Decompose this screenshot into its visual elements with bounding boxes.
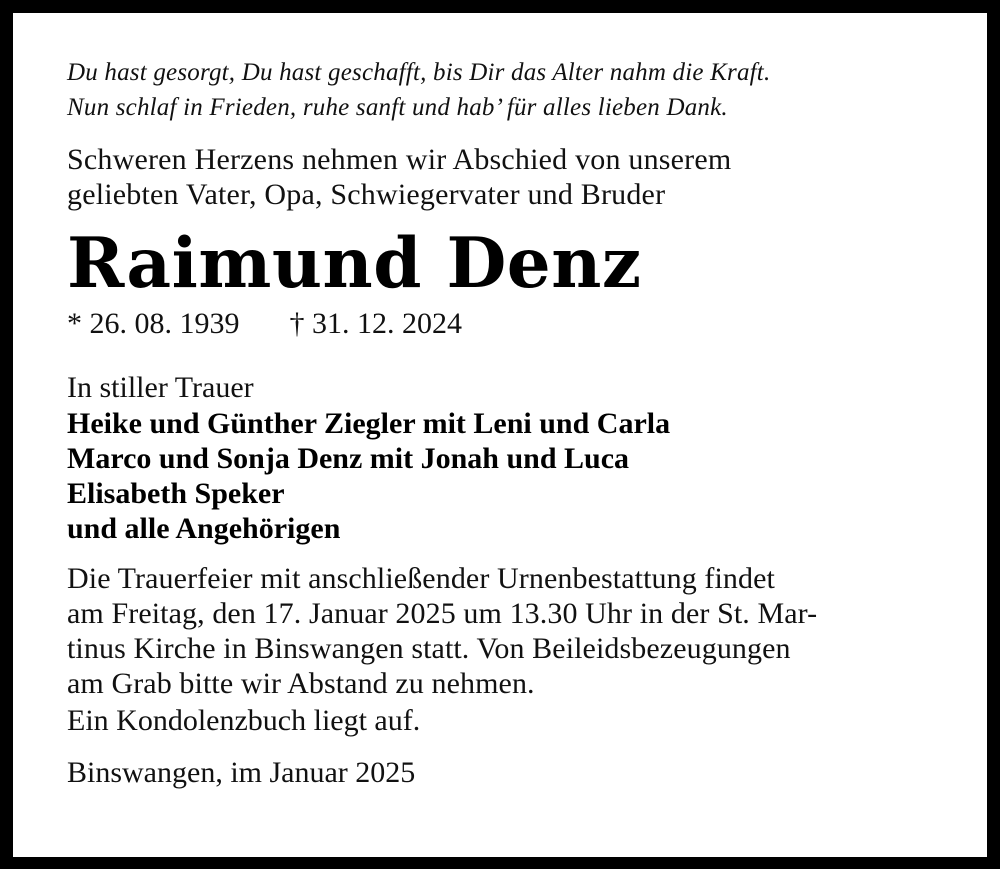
death-date: † 31. 12. 2024 [289, 307, 462, 340]
mourner-entry: Elisabeth Speker [67, 477, 285, 510]
motto-verse [67, 55, 947, 125]
motto-line: Du hast gesorgt, Du hast geschafft, bis Dir das Alter nahm die Kraft. [67, 59, 771, 86]
mourner-entry: Heike und Günther Ziegler mit Leni und Carla [67, 407, 671, 440]
place-and-date: Binswangen, im Januar 2025 [67, 756, 416, 789]
farewell-intro [67, 142, 947, 212]
mourner-entry: und alle Angehörigen [67, 512, 341, 545]
deceased-name: Raimund Denz [67, 223, 642, 304]
condolence-book-note: Ein Kondolenzbuch liegt auf. [67, 704, 421, 737]
ceremony-line: am Freitag, den 17. Januar 2025 um 13.30 Uhr in der St. Mar- [67, 597, 818, 630]
mourners-list [67, 406, 947, 546]
intro-line: Schweren Herzens nehmen wir Abschied von unserem [67, 143, 732, 176]
mourner-entry: Marco und Sonja Denz mit Jonah und Luca [67, 442, 630, 475]
intro-line: geliebten Vater, Opa, Schwiegervater und Bruder [67, 178, 666, 211]
motto-line: Nun schlaf in Frieden, ruhe sanft und hab’ für alles lieben Dank. [67, 94, 728, 121]
notice-content [67, 55, 947, 790]
ceremony-line: tinus Kirche in Binswangen statt. Von Beileidsbezeugungen [67, 632, 791, 665]
ceremony-line: am Grab bitte wir Abstand zu nehmen. [67, 667, 535, 700]
birth-date: * 26. 08. 1939 [67, 307, 240, 340]
mourning-heading: In stiller Trauer [67, 371, 254, 404]
ceremony-details [67, 561, 947, 701]
life-dates [67, 304, 947, 344]
ceremony-line: Die Trauerfeier mit anschließender Urnenbestattung findet [67, 562, 775, 595]
